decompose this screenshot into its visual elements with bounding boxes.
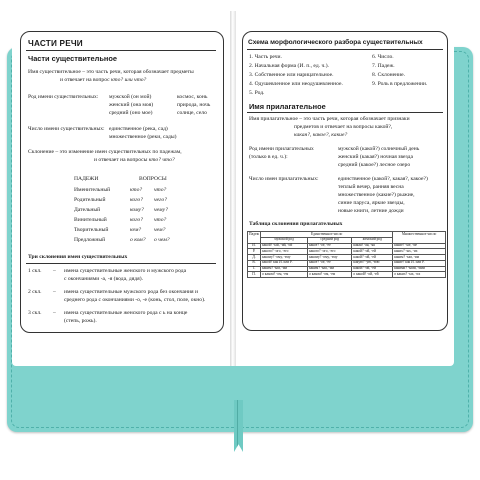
adj-number-row: синие паруса, яркие звезды,: [338, 200, 405, 206]
table-header-case: Падеж: [248, 232, 261, 244]
case-question-what: чему?: [154, 207, 168, 213]
case-name: Родительный: [74, 197, 106, 203]
number-row-2: множественное (реки, сады): [109, 134, 177, 140]
table-header-singular: Единственное число: [261, 232, 393, 238]
gender-row-2-key: женский (она моя): [109, 102, 154, 108]
table-cell: какой? -ой, -ей: [352, 266, 393, 272]
table-cell: какой? -ый, -ий, -ой: [261, 243, 308, 249]
bookmark-ribbon: [234, 400, 243, 452]
adj-gender-row: женский (какая?) ночная звезда: [338, 154, 413, 160]
table-cell-case: П.: [248, 272, 261, 278]
gender-row-1-key: мужской (он мой): [109, 94, 152, 100]
declension-3-label: 3 скл.: [28, 310, 42, 316]
three-declensions-title: Три склонения имен существительных: [28, 254, 128, 260]
morph-step: 5. Род.: [249, 90, 265, 96]
left-title-rule: [26, 50, 216, 51]
morph-title-rule: [247, 49, 443, 50]
table-cell: какими? -ыми, -ими: [393, 266, 446, 272]
declension-3-line-2: (степь, рожь).: [64, 318, 97, 324]
noun-definition-2: и отвечает на вопрос кто? или что?: [60, 77, 147, 83]
table-cell: какой? -ой, -ей: [352, 255, 393, 261]
case-question-who: кем?: [130, 227, 142, 233]
table-cell: какому? -ому, -ему: [261, 255, 308, 261]
table-cell: какие? как И. или Р.: [393, 260, 446, 266]
noun-definition-1: Имя существительное – это часть речи, которая обозначает предметы: [28, 69, 194, 75]
case-question-who: кто?: [130, 187, 143, 193]
declension-3-dash: –: [53, 310, 56, 316]
adj-number-row: единственное (какой?, какая?, какое?): [338, 176, 428, 182]
gender-row-3-value: солнце, село: [177, 110, 207, 116]
table-cell: какого? -ого, -его: [261, 249, 308, 255]
table-cell: о каком? -ом, -ем: [261, 272, 308, 278]
right-page: [236, 11, 454, 366]
morph-step: 3. Собственное или нарицательное.: [249, 72, 334, 78]
table-cell: каким? -ым, -им: [393, 255, 446, 261]
adj-gender-row: средний (какое?) лесное озеро: [338, 162, 411, 168]
declension-3-line-1: имена существительные женского рода с ь на конце: [64, 310, 188, 316]
table-cell-case: В.: [248, 260, 261, 266]
cases-header: ПАДЕЖИ: [74, 176, 99, 182]
left-subtitle: Части существительное: [28, 54, 117, 63]
table-cell-case: Т.: [248, 266, 261, 272]
adj-gender-row: мужской (какой?) солнечный день: [338, 146, 420, 152]
table-cell: какой? как И. или Р.: [261, 260, 308, 266]
table-cell: какую? -ую, -юю: [352, 260, 393, 266]
morph-step: 8. Склонение.: [372, 72, 405, 78]
table-cell: каких? -ых, -их: [393, 249, 446, 255]
gender-row-2-value: природа, ночь: [177, 102, 211, 108]
morph-step: 6. Число.: [372, 54, 394, 60]
table-cell: о каких? -ых, -их: [393, 272, 446, 278]
table-row: [248, 272, 446, 278]
morph-step: 2. Начальная форма (И. п., ед. ч.).: [249, 63, 329, 69]
case-name: Творительный: [74, 227, 109, 233]
table-cell-case: Р.: [248, 249, 261, 255]
table-header-masculine: мужской род: [261, 237, 308, 243]
declension-2-line-1: имена существительные мужского рода без окончания и: [64, 289, 198, 295]
case-question-who: кому?: [130, 207, 144, 213]
case-question-who: о ком?: [130, 237, 146, 243]
table-cell: какому? -ому, -ему: [308, 255, 352, 261]
page-gutter: [230, 11, 236, 366]
number-row-1: единственное (река, сад): [109, 126, 168, 132]
declension-1-line-1: имена существительные женского и мужского рода: [64, 268, 187, 274]
left-title: ЧАСТИ РЕЧИ: [28, 39, 83, 48]
declension-definition-2: и отвечает на вопросы кто? что?: [94, 157, 175, 163]
declension-1-label: 1 скл.: [28, 268, 42, 274]
three-declensions-rule: [26, 263, 216, 264]
morph-step: 4. Одушевленное или неодушевленное.: [249, 81, 343, 87]
table-header-neuter: средний род: [308, 237, 352, 243]
adjective-title: Имя прилагательное: [249, 102, 326, 111]
adjective-definition-3: какая?, какое?, какие?: [294, 132, 348, 138]
adj-gender-label-2: (только в ед. ч.):: [249, 154, 288, 160]
case-question-who: кого?: [130, 197, 143, 203]
adjective-title-rule: [247, 112, 443, 113]
gender-label: Род имени существительных:: [28, 94, 99, 100]
table-cell: какая? -ая, -яя: [352, 243, 393, 249]
adj-gender-label-1: Род имени прилагательных: [249, 146, 314, 152]
adj-number-row: новые книги, летние дожди: [338, 208, 404, 214]
morph-scheme-title: Схема морфологического разбора существительных: [248, 39, 423, 46]
table-cell-case: Д.: [248, 255, 261, 261]
case-question-what: чего?: [154, 197, 167, 203]
morph-step: 7. Падеж.: [372, 63, 395, 69]
table-cell: какое? -ое, -ее: [308, 260, 352, 266]
table-header-feminine: женский род: [352, 237, 393, 243]
case-question-what: что?: [154, 217, 167, 223]
adj-number-row: теплый вечер, ранняя весна: [338, 184, 404, 190]
declension-definition-1: Склонение – это изменение имен существительных по падежам,: [28, 149, 182, 155]
declension-1-dash: –: [53, 268, 56, 274]
case-question-what: чем?: [154, 227, 166, 233]
table-cell-case: И.: [248, 243, 261, 249]
case-name: Именительный: [74, 187, 111, 193]
morph-step: 9. Роль в предложении.: [372, 81, 428, 87]
adjective-definition-2: предметов и отвечает на вопросы какой?,: [294, 124, 393, 130]
left-page: [12, 11, 230, 366]
declension-2-dash: –: [53, 289, 56, 295]
declension-table-title: Таблица склонения прилагательных: [249, 221, 343, 227]
case-question-what: что?: [154, 187, 167, 193]
declension-1-line-2: с окончаниями -а, -я (вода, дядя).: [64, 276, 143, 282]
gender-row-3-key: средний (оно мое): [109, 110, 153, 116]
case-name: Дательный: [74, 207, 101, 213]
adj-number-row: множественное (какие?) рыжие,: [338, 192, 415, 198]
case-name: Предложный: [74, 237, 106, 243]
adj-number-label: Число имен прилагательных:: [249, 176, 319, 182]
table-cell: какого? -ого, -его: [308, 249, 352, 255]
table-header-plural: Множественное число: [393, 232, 446, 244]
case-name: Винительный: [74, 217, 107, 223]
table-cell: каким? -ым, -им: [308, 266, 352, 272]
table-cell: о каком? -ом, -ем: [308, 272, 352, 278]
table-cell: какие? -ые, -ие: [393, 243, 446, 249]
declension-2-label: 2 скл.: [28, 289, 42, 295]
table-cell: о какой? -ой, -ей: [352, 272, 393, 278]
number-label: Число имени существительных:: [28, 126, 105, 132]
case-question-who: кого?: [130, 217, 143, 223]
table-cell: каким? -ым, -им: [261, 266, 308, 272]
questions-header: ВОПРОСЫ: [139, 176, 167, 182]
case-question-what: о чем?: [154, 237, 170, 243]
gender-row-1-value: космос, конь: [177, 94, 208, 100]
morph-step: 1. Часть речи.: [249, 54, 282, 60]
adjective-declension-table: [247, 231, 446, 278]
table-cell: какое? -ое, -ее: [308, 243, 352, 249]
table-cell: какой? -ой, -ей: [352, 249, 393, 255]
declension-2-line-2: среднего рода с окончаниями -о, -е (конь, стол, поле, окно).: [64, 297, 206, 303]
adjective-definition-1: Имя прилагательное – это часть речи, которая обозначает признаки: [249, 116, 410, 122]
